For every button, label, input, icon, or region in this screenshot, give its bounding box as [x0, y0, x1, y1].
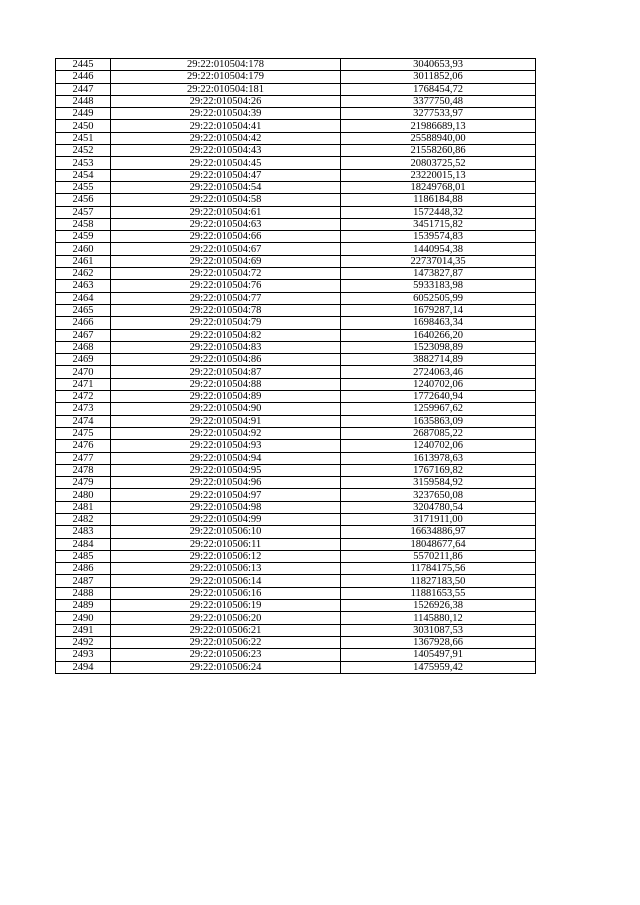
cadastral-number-cell: 29:22:010504:95: [111, 464, 341, 476]
cadastral-number-cell: 29:22:010504:99: [111, 513, 341, 525]
row-number-cell: 2449: [56, 108, 111, 120]
table-row: [56, 378, 536, 390]
table-row: [56, 145, 536, 157]
row-number-cell: 2477: [56, 452, 111, 464]
cadastral-value-cell: 1640266,20: [341, 329, 536, 341]
cadastral-value-cell: 21986689,13: [341, 120, 536, 132]
cadastral-value-cell: 11827183,50: [341, 575, 536, 587]
cadastral-number-cell: 29:22:010506:10: [111, 526, 341, 538]
table-body: [56, 59, 536, 674]
cadastral-number-cell: 29:22:010504:47: [111, 169, 341, 181]
table-row: [56, 427, 536, 439]
row-number-cell: 2479: [56, 477, 111, 489]
cadastral-number-cell: 29:22:010504:39: [111, 108, 341, 120]
row-number-cell: 2451: [56, 132, 111, 144]
cadastral-number-cell: 29:22:010506:20: [111, 612, 341, 624]
row-number-cell: 2467: [56, 329, 111, 341]
table-row: [56, 120, 536, 132]
cadastral-number-cell: 29:22:010506:14: [111, 575, 341, 587]
table-row: [56, 317, 536, 329]
row-number-cell: 2490: [56, 612, 111, 624]
cadastral-value-cell: 5570211,86: [341, 550, 536, 562]
cadastral-value-cell: 18249768,01: [341, 181, 536, 193]
table-row: [56, 169, 536, 181]
row-number-cell: 2454: [56, 169, 111, 181]
table-row: [56, 563, 536, 575]
cadastral-value-cell: 1405497,91: [341, 649, 536, 661]
row-number-cell: 2480: [56, 489, 111, 501]
cadastral-value-cell: 1572448,32: [341, 206, 536, 218]
cadastral-value-cell: 3040653,93: [341, 59, 536, 71]
row-number-cell: 2481: [56, 501, 111, 513]
table-row: [56, 403, 536, 415]
table-row: [56, 243, 536, 255]
cadastral-value-cell: 3204780,54: [341, 501, 536, 513]
row-number-cell: 2469: [56, 354, 111, 366]
row-number-cell: 2462: [56, 268, 111, 280]
cadastral-number-cell: 29:22:010506:21: [111, 624, 341, 636]
row-number-cell: 2473: [56, 403, 111, 415]
cadastral-value-cell: 1186184,88: [341, 194, 536, 206]
cadastral-number-cell: 29:22:010504:45: [111, 157, 341, 169]
cadastral-value-cell: 1635863,09: [341, 415, 536, 427]
cadastral-number-cell: 29:22:010506:11: [111, 538, 341, 550]
row-number-cell: 2478: [56, 464, 111, 476]
table-row: [56, 624, 536, 636]
row-number-cell: 2461: [56, 255, 111, 267]
row-number-cell: 2446: [56, 71, 111, 83]
cadastral-number-cell: 29:22:010504:87: [111, 366, 341, 378]
cadastral-value-cell: 18048677,64: [341, 538, 536, 550]
cadastral-value-cell: 11784175,56: [341, 563, 536, 575]
cadastral-value-cell: 1767169,82: [341, 464, 536, 476]
cadastral-number-cell: 29:22:010506:24: [111, 661, 341, 673]
cadastral-value-cell: 3159584,92: [341, 477, 536, 489]
cadastral-value-cell: 2724063,46: [341, 366, 536, 378]
row-number-cell: 2493: [56, 649, 111, 661]
cadastral-value-cell: 3451715,82: [341, 218, 536, 230]
cadastral-value-cell: 1539574,83: [341, 231, 536, 243]
cadastral-value-cell: 3277533,97: [341, 108, 536, 120]
cadastral-number-cell: 29:22:010504:76: [111, 280, 341, 292]
cadastral-number-cell: 29:22:010506:13: [111, 563, 341, 575]
cadastral-number-cell: 29:22:010504:61: [111, 206, 341, 218]
table-row: [56, 391, 536, 403]
cadastral-number-cell: 29:22:010504:92: [111, 427, 341, 439]
table-row: [56, 71, 536, 83]
cadastral-value-cell: 3882714,89: [341, 354, 536, 366]
cadastral-value-cell: 1475959,42: [341, 661, 536, 673]
cadastral-number-cell: 29:22:010504:91: [111, 415, 341, 427]
row-number-cell: 2487: [56, 575, 111, 587]
table-row: [56, 600, 536, 612]
cadastral-value-cell: 1240702,06: [341, 378, 536, 390]
cadastral-number-cell: 29:22:010504:78: [111, 304, 341, 316]
cadastral-number-cell: 29:22:010504:69: [111, 255, 341, 267]
cadastral-value-cell: 22737014,35: [341, 255, 536, 267]
table-row: [56, 181, 536, 193]
row-number-cell: 2465: [56, 304, 111, 316]
cadastral-value-cell: 1145880,12: [341, 612, 536, 624]
row-number-cell: 2456: [56, 194, 111, 206]
row-number-cell: 2492: [56, 636, 111, 648]
table-row: [56, 477, 536, 489]
row-number-cell: 2472: [56, 391, 111, 403]
row-number-cell: 2486: [56, 563, 111, 575]
table-row: [56, 575, 536, 587]
cadastral-number-cell: 29:22:010504:82: [111, 329, 341, 341]
table-row: [56, 452, 536, 464]
cadastral-number-cell: 29:22:010506:19: [111, 600, 341, 612]
row-number-cell: 2494: [56, 661, 111, 673]
row-number-cell: 2466: [56, 317, 111, 329]
cadastral-value-cell: 21558260,86: [341, 145, 536, 157]
cadastral-number-cell: 29:22:010504:96: [111, 477, 341, 489]
table-row: [56, 649, 536, 661]
table-row: [56, 206, 536, 218]
table-row: [56, 366, 536, 378]
table-row: [56, 526, 536, 538]
table-row: [56, 538, 536, 550]
cadastral-number-cell: 29:22:010504:67: [111, 243, 341, 255]
row-number-cell: 2491: [56, 624, 111, 636]
cadastral-value-cell: 6052505,99: [341, 292, 536, 304]
cadastral-value-cell: 3171911,00: [341, 513, 536, 525]
cadastral-value-cell: 3237650,08: [341, 489, 536, 501]
cadastral-value-cell: 1772640,94: [341, 391, 536, 403]
cadastral-value-cell: 1473827,87: [341, 268, 536, 280]
table-row: [56, 587, 536, 599]
table-row: [56, 280, 536, 292]
row-number-cell: 2459: [56, 231, 111, 243]
cadastral-value-cell: 1679287,14: [341, 304, 536, 316]
table-row: [56, 415, 536, 427]
cadastral-value-cell: 1523098,89: [341, 341, 536, 353]
row-number-cell: 2463: [56, 280, 111, 292]
table-row: [56, 440, 536, 452]
table-row: [56, 194, 536, 206]
table-row: [56, 489, 536, 501]
cadastral-number-cell: 29:22:010506:22: [111, 636, 341, 648]
cadastral-number-cell: 29:22:010504:83: [111, 341, 341, 353]
cadastral-value-cell: 16634886,97: [341, 526, 536, 538]
row-number-cell: 2474: [56, 415, 111, 427]
cadastral-number-cell: 29:22:010504:26: [111, 95, 341, 107]
table-row: [56, 231, 536, 243]
cadastral-number-cell: 29:22:010504:66: [111, 231, 341, 243]
table-row: [56, 157, 536, 169]
row-number-cell: 2453: [56, 157, 111, 169]
row-number-cell: 2482: [56, 513, 111, 525]
table-row: [56, 268, 536, 280]
row-number-cell: 2488: [56, 587, 111, 599]
cadastral-value-cell: 11881653,55: [341, 587, 536, 599]
cadastral-number-cell: 29:22:010504:58: [111, 194, 341, 206]
cadastral-number-cell: 29:22:010506:16: [111, 587, 341, 599]
table-row: [56, 501, 536, 513]
cadastral-value-cell: 2687085,22: [341, 427, 536, 439]
cadastral-number-cell: 29:22:010504:97: [111, 489, 341, 501]
cadastral-value-cell: 3031087,53: [341, 624, 536, 636]
cadastral-number-cell: 29:22:010506:23: [111, 649, 341, 661]
table-row: [56, 513, 536, 525]
cadastral-number-cell: 29:22:010504:72: [111, 268, 341, 280]
cadastral-value-cell: 25588940,00: [341, 132, 536, 144]
cadastral-number-cell: 29:22:010504:90: [111, 403, 341, 415]
table-row: [56, 255, 536, 267]
cadastral-number-cell: 29:22:010504:79: [111, 317, 341, 329]
cadastral-value-cell: 3377750,48: [341, 95, 536, 107]
row-number-cell: 2455: [56, 181, 111, 193]
cadastral-value-cell: 23220015,13: [341, 169, 536, 181]
row-number-cell: 2458: [56, 218, 111, 230]
cadastral-value-cell: 1526926,38: [341, 600, 536, 612]
cadastral-number-cell: 29:22:010504:93: [111, 440, 341, 452]
row-number-cell: 2489: [56, 600, 111, 612]
table-row: [56, 550, 536, 562]
cadastral-number-cell: 29:22:010504:41: [111, 120, 341, 132]
cadastral-value-cell: 5933183,98: [341, 280, 536, 292]
cadastral-value-cell: 3011852,06: [341, 71, 536, 83]
table-row: [56, 636, 536, 648]
cadastral-number-cell: 29:22:010504:179: [111, 71, 341, 83]
cadastral-number-cell: 29:22:010504:43: [111, 145, 341, 157]
table-row: [56, 661, 536, 673]
cadastral-value-cell: 1440954,38: [341, 243, 536, 255]
table-row: [56, 95, 536, 107]
table-row: [56, 59, 536, 71]
row-number-cell: 2483: [56, 526, 111, 538]
table-row: [56, 83, 536, 95]
row-number-cell: 2457: [56, 206, 111, 218]
cadastral-number-cell: 29:22:010504:63: [111, 218, 341, 230]
cadastral-number-cell: 29:22:010504:88: [111, 378, 341, 390]
cadastral-number-cell: 29:22:010504:178: [111, 59, 341, 71]
table-row: [56, 292, 536, 304]
table-row: [56, 612, 536, 624]
table-row: [56, 464, 536, 476]
row-number-cell: 2452: [56, 145, 111, 157]
table-row: [56, 354, 536, 366]
cadastral-value-cell: 1613978,63: [341, 452, 536, 464]
cadastral-value-cell: 1768454,72: [341, 83, 536, 95]
cadastral-number-cell: 29:22:010506:12: [111, 550, 341, 562]
table-row: [56, 329, 536, 341]
row-number-cell: 2448: [56, 95, 111, 107]
cadastral-number-cell: 29:22:010504:98: [111, 501, 341, 513]
table-row: [56, 304, 536, 316]
cadastral-value-cell: 20803725,52: [341, 157, 536, 169]
row-number-cell: 2470: [56, 366, 111, 378]
cadastral-number-cell: 29:22:010504:42: [111, 132, 341, 144]
row-number-cell: 2484: [56, 538, 111, 550]
row-number-cell: 2468: [56, 341, 111, 353]
row-number-cell: 2475: [56, 427, 111, 439]
cadastral-number-cell: 29:22:010504:181: [111, 83, 341, 95]
cadastral-value-cell: 1698463,34: [341, 317, 536, 329]
row-number-cell: 2447: [56, 83, 111, 95]
table-row: [56, 341, 536, 353]
row-number-cell: 2471: [56, 378, 111, 390]
cadastral-number-cell: 29:22:010504:94: [111, 452, 341, 464]
cadastral-number-cell: 29:22:010504:86: [111, 354, 341, 366]
cadastral-value-table: [55, 58, 536, 674]
row-number-cell: 2485: [56, 550, 111, 562]
cadastral-number-cell: 29:22:010504:89: [111, 391, 341, 403]
table-row: [56, 218, 536, 230]
row-number-cell: 2450: [56, 120, 111, 132]
cadastral-value-cell: 1367928,66: [341, 636, 536, 648]
cadastral-value-cell: 1240702,06: [341, 440, 536, 452]
row-number-cell: 2460: [56, 243, 111, 255]
cadastral-number-cell: 29:22:010504:77: [111, 292, 341, 304]
row-number-cell: 2476: [56, 440, 111, 452]
cadastral-value-cell: 1259967,62: [341, 403, 536, 415]
row-number-cell: 2464: [56, 292, 111, 304]
table-row: [56, 132, 536, 144]
table-row: [56, 108, 536, 120]
row-number-cell: 2445: [56, 59, 111, 71]
cadastral-number-cell: 29:22:010504:54: [111, 181, 341, 193]
